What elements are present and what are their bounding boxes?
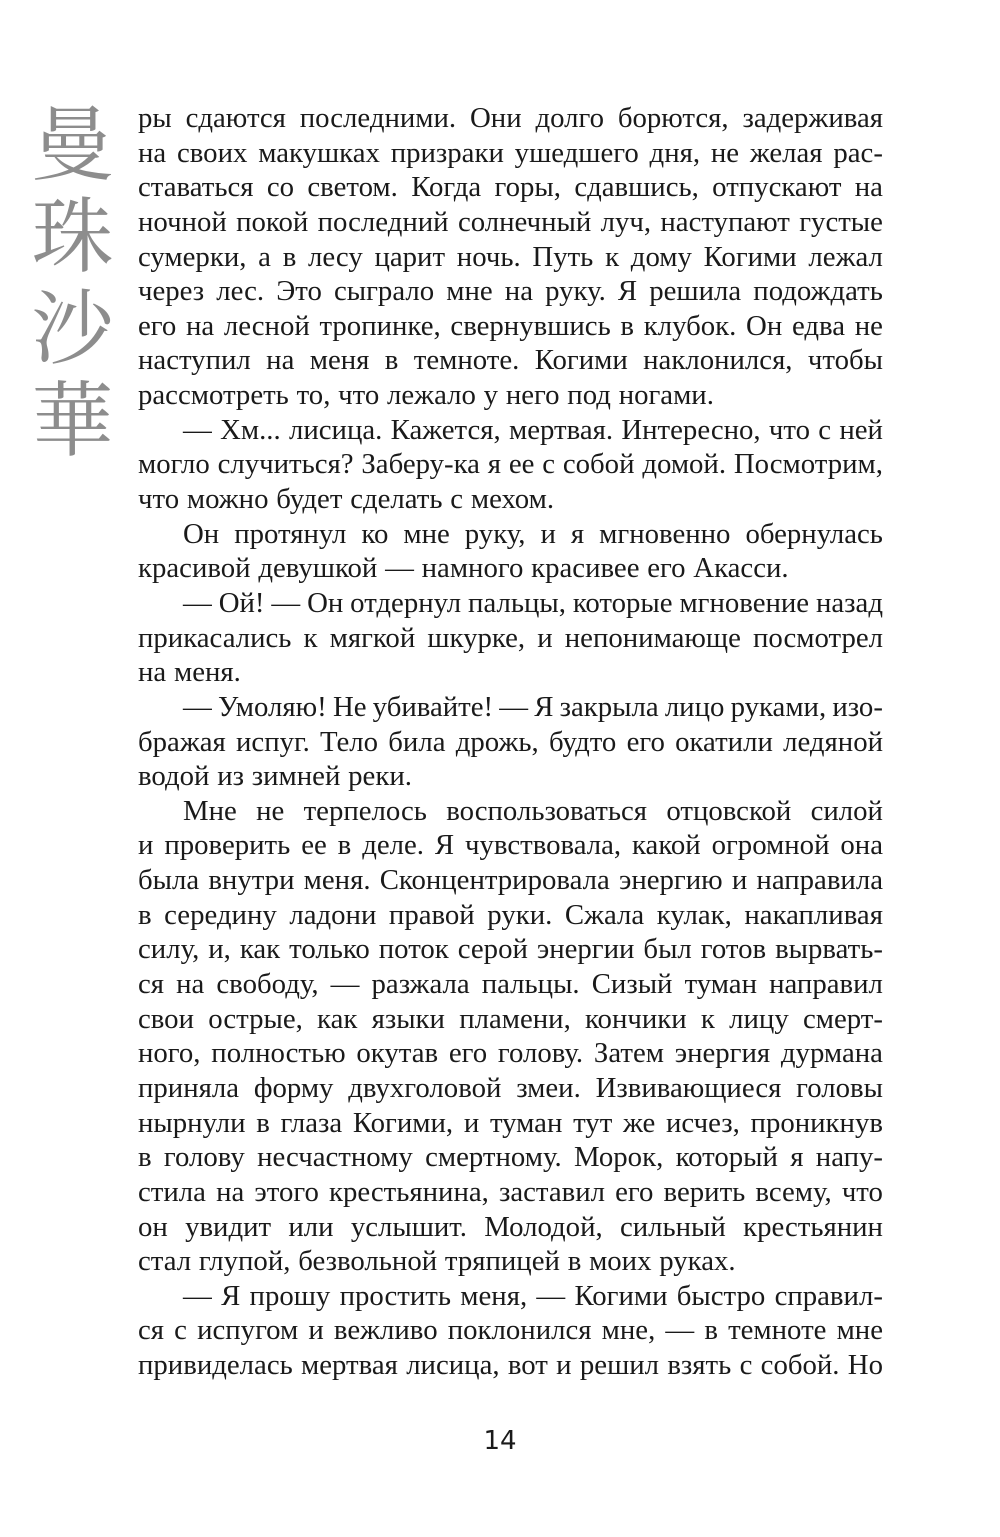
text-line: сумерки, а в лесу царит ночь. Путь к дому Когими лежал bbox=[138, 240, 883, 273]
text-line: свои острые, как языки пламени, кончики к лицу смерт- bbox=[138, 1002, 883, 1035]
text-line: ставаться со светом. Когда горы, сдавшись, отпускают на bbox=[138, 171, 883, 204]
side-title-char: 珠 bbox=[31, 190, 114, 285]
body-text bbox=[138, 101, 883, 1383]
text-line: могло случиться? Заберу-ка я ее с собой домой. Посмотрим, bbox=[138, 448, 883, 481]
text-line: — Умоляю! Не убивайте! — Я закрыла лицо руками, изо- bbox=[183, 690, 883, 723]
text-line: Он протянул ко мне руку, и я мгновенно обернулась bbox=[183, 517, 883, 550]
text-line: ночной покой последний солнечный луч, наступают густые bbox=[138, 205, 883, 238]
text-line: нырнули в глаза Когими, и туман тут же исчез, проникнув bbox=[138, 1106, 883, 1139]
text-line: стал глупой, безвольной тряпицей в моих руках. bbox=[138, 1245, 736, 1278]
text-line: через лес. Это сыграло мне на руку. Я решила подождать bbox=[138, 275, 883, 308]
text-line: ся с испугом и вежливо поклонился мне, — в темноте мне bbox=[138, 1314, 883, 1347]
text-line: ся на свободу, — разжала пальцы. Сизый туман направил bbox=[138, 968, 883, 1001]
text-line: — Я прошу простить меня, — Когими быстро справил- bbox=[183, 1279, 883, 1312]
text-line: водой из зимней реки. bbox=[138, 760, 412, 793]
text-line: на меня. bbox=[138, 656, 241, 689]
text-line: ры сдаются последними. Они долго борются, задерживая bbox=[138, 102, 883, 134]
side-title-char: 沙 bbox=[31, 282, 114, 377]
text-line: что можно будет сделать с мехом. bbox=[138, 483, 555, 516]
side-title-char: 曼 bbox=[31, 98, 114, 193]
text-line: бражая испуг. Тело била дрожь, будто его окатили ледяной bbox=[138, 725, 883, 758]
text-line: наступил на меня в темноте. Когими наклонился, чтобы bbox=[138, 344, 883, 377]
text-line: в середину ладони правой руки. Сжала кулак, накапливая bbox=[138, 898, 883, 931]
text-line: силу, и, как только поток серой энергии был готов вырвать- bbox=[138, 933, 883, 966]
text-line: Мне не терпелось воспользоваться отцовской силой bbox=[183, 794, 883, 827]
text-line: была внутри меня. Сконцентрировала энергию и направила bbox=[138, 864, 883, 897]
text-line: и проверить ее в деле. Я чувствовала, какой огромной она bbox=[138, 829, 883, 862]
text-line: стила на этого крестьянина, заставил его верить всему, что bbox=[138, 1175, 883, 1208]
side-title-char: 華 bbox=[31, 374, 114, 469]
text-line: ного, полностью окутав его голову. Затем энергия дурмана bbox=[138, 1037, 883, 1070]
text-line: — Ой! — Он отдернул пальцы, которые мгновение назад bbox=[183, 586, 883, 619]
text-line: его на лесной тропинке, свернувшись в клубок. Он едва не bbox=[138, 309, 883, 342]
text-line: рассмотреть то, что лежало у него под ногами. bbox=[138, 379, 714, 412]
text-line: прикасались к мягкой шкурке, и непонимающе посмотрел bbox=[138, 621, 883, 654]
text-line: на своих макушках призраки ушедшего дня, не желая рас- bbox=[138, 136, 883, 169]
text-line: привиделась мертвая лисица, вот и решил взять с собой. Но bbox=[138, 1349, 883, 1382]
text-line: красивой девушкой — намного красивее его Акасси. bbox=[138, 552, 789, 585]
text-line: приняла форму двухголовой змеи. Извивающиеся головы bbox=[138, 1071, 883, 1104]
page-number: 14 bbox=[483, 1426, 517, 1456]
text-line: он увидит или услышит. Молодой, сильный крестьянин bbox=[138, 1210, 883, 1243]
side-title-vertical bbox=[30, 100, 115, 468]
text-line: в голову несчастному смертному. Морок, который я напу- bbox=[138, 1141, 883, 1174]
text-line: — Хм... лисица. Кажется, мертвая. Интересно, что с ней bbox=[183, 413, 883, 446]
